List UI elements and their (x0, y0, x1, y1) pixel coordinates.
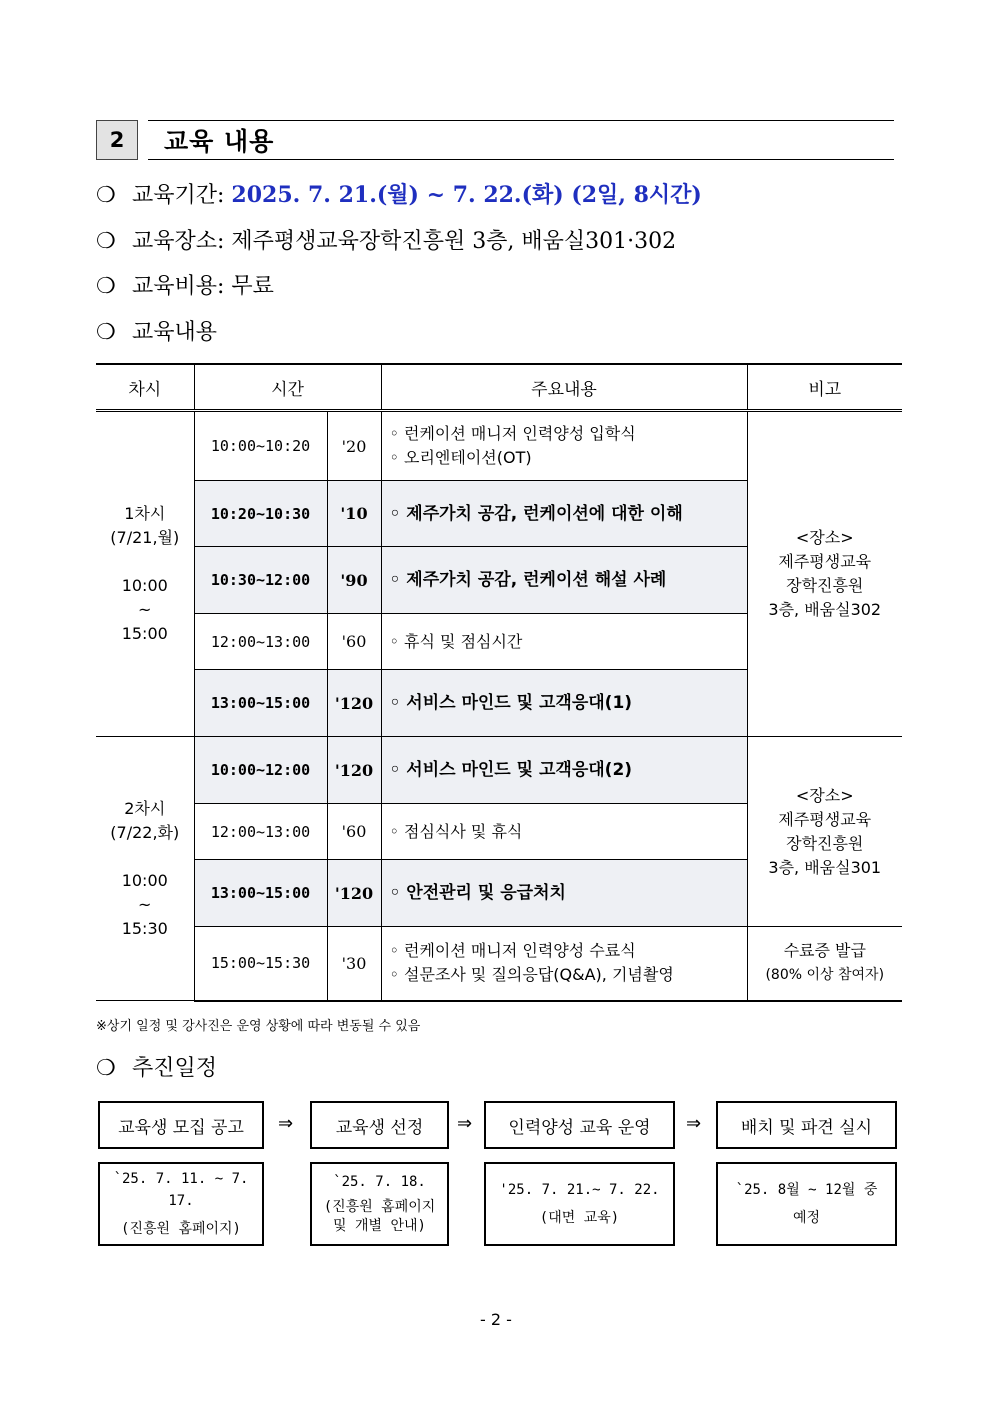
row-time: 12:00~13:00 (194, 614, 327, 670)
schedule-table (96, 363, 902, 1002)
flow-step-3-detail (484, 1162, 675, 1246)
section-rule-bottom (148, 159, 894, 160)
page-number: - 2 - (480, 1310, 512, 1329)
bullet-schedule (96, 1051, 217, 1082)
row-time: 10:30~12:00 (194, 547, 327, 614)
flow-step-4-detail (716, 1162, 897, 1246)
note-line: <장소> (795, 785, 854, 805)
detail-line: `25. 8월 ~ 12월 중 (735, 1182, 878, 1198)
detail-line: (진흥원 홈페이지) (121, 1221, 241, 1237)
period-label: 교육기간: (132, 183, 225, 208)
detail-line: 예정 (792, 1210, 821, 1226)
arrow-right-icon: ⇒ (278, 1113, 294, 1134)
session-2-date: (7/22,화) (110, 822, 180, 842)
note-line: <장소> (795, 528, 854, 547)
table-header-row (96, 364, 902, 411)
flow-step-1-detail (98, 1162, 264, 1246)
session-2-tilde: ~ (138, 894, 152, 914)
row-time: 13:00~15:00 (194, 860, 327, 927)
session-1-tilde: ~ (138, 600, 152, 619)
row-minutes: '120 (327, 860, 381, 927)
row-time: 12:00~13:00 (194, 804, 327, 860)
detail-line: 및 개별 안내) (333, 1217, 426, 1234)
note-line: 장학진흥원 (786, 833, 864, 853)
row-content (381, 411, 747, 481)
row-content: ◦ 제주가치 공감, 런케이션에 대한 이해 (381, 481, 747, 547)
note-line: 3층, 배움실301 (768, 857, 882, 877)
row-minutes: '30 (327, 927, 381, 1001)
session-2-start: 10:00 (121, 870, 168, 890)
detail-line: `25. 7. 11. ~ 7. 17. (113, 1171, 249, 1209)
place-value: 제주평생교육장학진흥원 3층, 배움실301·302 (231, 229, 677, 254)
row-minutes: '90 (327, 547, 381, 614)
row-minutes: '120 (327, 670, 381, 737)
session-1-name: 1차시 (124, 504, 166, 523)
session-1-start: 10:00 (121, 576, 168, 595)
flow-step-2-title: 교육생 선정 (310, 1101, 449, 1149)
row-minutes: '60 (327, 614, 381, 670)
bullet-period (96, 178, 702, 209)
footnote: ※상기 일정 및 강사진은 운영 상황에 따라 변동될 수 있음 (96, 1019, 421, 1034)
table-row (96, 927, 902, 1001)
schedule-label: 추진일정 (132, 1056, 218, 1081)
flow-step-2-detail (310, 1162, 449, 1246)
circle-bullet-icon: ❍ (96, 229, 116, 254)
row-content: ◦ 제주가치 공감, 런케이션 해설 사례 (381, 547, 747, 614)
note-cell-1 (747, 411, 902, 737)
circle-bullet-icon: ❍ (96, 183, 116, 208)
row-minutes: '20 (327, 411, 381, 481)
cost-label: 교육비용: (132, 274, 225, 299)
session-2-end: 15:30 (121, 918, 168, 938)
note-line: 장학진흥원 (786, 576, 864, 595)
row-content: ◦ 서비스 마인드 및 고객응대(1) (381, 670, 747, 737)
bullet-place (96, 224, 676, 255)
session-2-cell (96, 737, 194, 1001)
note-line: 3층, 배움실302 (768, 600, 882, 619)
circle-bullet-icon: ❍ (96, 1056, 116, 1081)
row-minutes: '10 (327, 481, 381, 547)
note-line: 제주평생교육 (778, 809, 872, 829)
session-1-end: 15:00 (121, 624, 168, 643)
cost-value: 무료 (231, 274, 274, 299)
bullet-cost (96, 269, 274, 300)
row-content-line: ◦ 오리엔테이션(OT) (389, 448, 532, 467)
row-content-line: ◦ 런케이션 매니저 인력양성 입학식 (389, 424, 636, 443)
table-row (96, 411, 902, 481)
note-line: 제주평생교육 (778, 552, 872, 571)
arrow-right-icon: ⇒ (686, 1113, 702, 1134)
circle-bullet-icon: ❍ (96, 320, 116, 345)
flow-step-3-title: 인력양성 교육 운영 (484, 1101, 675, 1149)
flow-step-4-title: 배치 및 파견 실시 (716, 1101, 897, 1149)
row-time: 10:00~10:20 (194, 411, 327, 481)
header-time: 시간 (194, 364, 381, 411)
row-content: ◦ 안전관리 및 응급처치 (381, 860, 747, 927)
section-title: 교육 내용 (164, 127, 275, 156)
detail-line: `25. 7. 18. (333, 1173, 426, 1190)
row-minutes: '60 (327, 804, 381, 860)
header-content: 주요내용 (381, 364, 747, 411)
period-value: 2025. 7. 21.(월) ~ 7. 22.(화) (2일, 8시간) (231, 182, 702, 208)
content-label: 교육내용 (132, 320, 218, 345)
row-content: ◦ 휴식 및 점심시간 (381, 614, 747, 670)
note-cell-3 (747, 927, 902, 1001)
row-content (381, 927, 747, 1001)
row-time: 10:00~12:00 (194, 737, 327, 804)
arrow-right-icon: ⇒ (457, 1113, 473, 1134)
header-session: 차시 (96, 364, 194, 411)
bullet-content (96, 315, 217, 346)
detail-line: (진흥원 홈페이지 (323, 1198, 436, 1215)
detail-line: '25. 7. 21.~ 7. 22. (499, 1182, 660, 1198)
note-line: 수료증 발급 (783, 941, 866, 961)
row-content-line: ◦ 런케이션 매니저 인력양성 수료식 (389, 941, 636, 961)
table-row (96, 737, 902, 804)
flow-step-1-title: 교육생 모집 공고 (98, 1101, 264, 1149)
detail-line: (대면 교육) (539, 1210, 620, 1226)
row-content: ◦ 서비스 마인드 및 고객응대(2) (381, 737, 747, 804)
row-time: 10:20~10:30 (194, 481, 327, 547)
note-line: (80% 이상 참여자) (765, 967, 885, 984)
note-cell-2 (747, 737, 902, 927)
circle-bullet-icon: ❍ (96, 274, 116, 299)
header-note: 비고 (747, 364, 902, 411)
section-number: 2 (96, 120, 138, 160)
row-content: ◦ 점심식사 및 휴식 (381, 804, 747, 860)
place-label: 교육장소: (132, 229, 225, 254)
session-1-cell (96, 411, 194, 737)
session-2-name: 2차시 (124, 798, 166, 818)
row-time: 15:00~15:30 (194, 927, 327, 1001)
row-content-line: ◦ 설문조사 및 질의응답(Q&A), 기념촬영 (389, 965, 674, 985)
row-time: 13:00~15:00 (194, 670, 327, 737)
section-rule-top (148, 120, 894, 121)
row-minutes: '120 (327, 737, 381, 804)
session-1-date: (7/21,월) (110, 528, 180, 547)
